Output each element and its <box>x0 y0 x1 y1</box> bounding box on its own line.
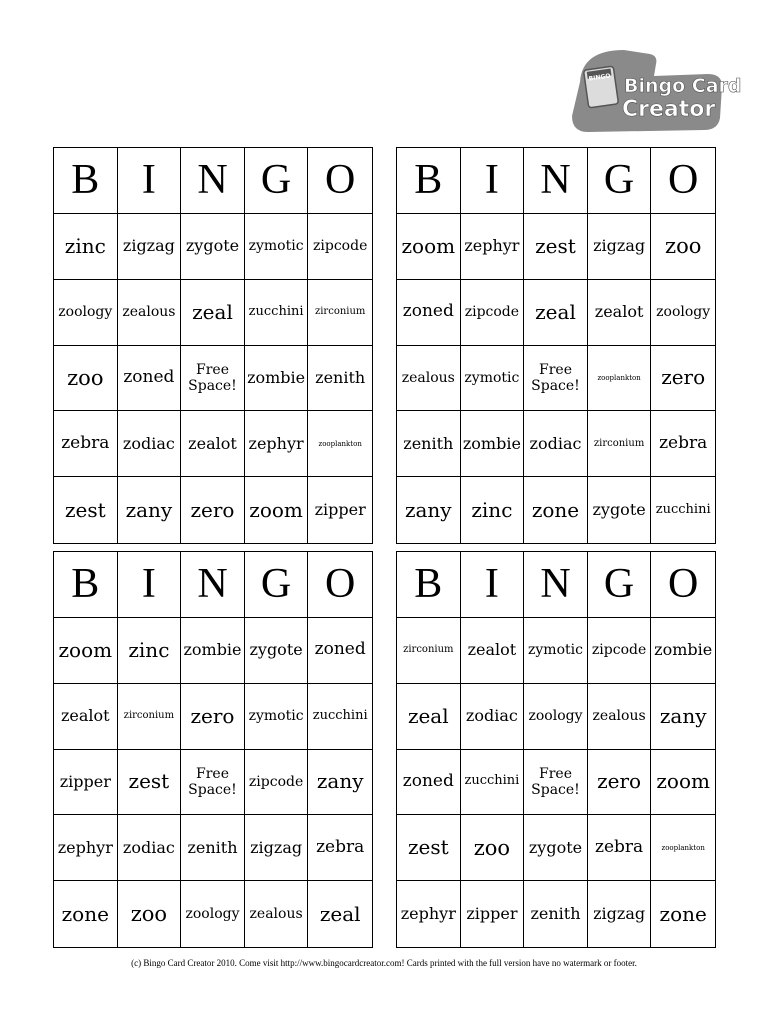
bingo-cell: zealous <box>588 684 652 750</box>
header-letter: I <box>461 148 525 214</box>
header-letter: N <box>181 148 245 214</box>
logo-line-1: Bingo Card <box>624 75 742 97</box>
bingo-cell: zealot <box>181 411 245 477</box>
bingo-cell: zany <box>651 684 715 750</box>
bingo-cell: zipper <box>461 881 525 947</box>
bingo-cell: zoom <box>651 750 715 816</box>
bingo-cell: zoo <box>461 815 525 881</box>
bingo-cell: zoned <box>397 280 461 346</box>
bingo-cell: zany <box>397 477 461 543</box>
bingo-cell: zephyr <box>461 214 525 280</box>
header-letter: N <box>181 552 245 618</box>
header-letter: N <box>524 552 588 618</box>
bingo-cell: zygote <box>245 618 309 684</box>
bingo-cell: zany <box>118 477 182 543</box>
bingo-cell: zephyr <box>245 411 309 477</box>
bingo-cell: zoned <box>308 618 372 684</box>
header-letter: G <box>588 148 652 214</box>
bingo-cell: zirconium <box>588 411 652 477</box>
bingo-cell: zymotic <box>245 214 309 280</box>
bingo-cell: zoo <box>651 214 715 280</box>
bingo-cell: zone <box>54 881 118 947</box>
free-space-cell: Free Space! <box>524 750 588 816</box>
bingo-cell: zeal <box>319 901 361 926</box>
bingo-cell: zest <box>397 815 461 881</box>
bingo-cell: zoology <box>54 280 118 346</box>
bingo-cell: zombie <box>461 411 525 477</box>
bingo-cell: zebra <box>54 411 118 477</box>
bingo-cell: zoom <box>397 214 461 280</box>
header-letter: I <box>461 552 525 618</box>
bingo-cell: zone <box>659 901 707 926</box>
bingo-cell: zenith <box>308 346 372 412</box>
bingo-cell: zipcode <box>588 618 652 684</box>
bingo-cell: zucchini <box>461 750 525 816</box>
bingo-card-creator-logo <box>568 46 742 134</box>
bingo-cell: zygote <box>524 815 588 881</box>
header-letter: O <box>308 552 372 618</box>
bingo-cell: zebra <box>588 815 652 881</box>
bingo-cell: zoom <box>245 477 309 543</box>
bingo-cell: zoo <box>118 881 182 947</box>
bingo-cell: zooplankton <box>651 815 715 881</box>
bingo-cell: zenith <box>524 881 588 947</box>
bingo-cell: zeal <box>397 684 461 750</box>
bingo-cell: zeal <box>181 280 245 346</box>
bingo-cell: zigzag <box>118 214 182 280</box>
bingo-cell: zymotic <box>524 618 588 684</box>
bingo-cell: zephyr <box>54 815 118 881</box>
bingo-cell: zombie <box>245 346 309 412</box>
header-letter: G <box>588 552 652 618</box>
bingo-cell: zigzag <box>588 214 652 280</box>
bingo-cell: zipcode <box>461 280 525 346</box>
bingo-cell: zany <box>308 750 372 816</box>
header-letter: I <box>118 552 182 618</box>
bingo-card <box>396 147 716 544</box>
bingo-cell: zirconium <box>118 684 182 750</box>
header-letter: G <box>245 148 309 214</box>
bingo-cell: zebra <box>651 411 715 477</box>
bingo-cell: zero <box>181 477 245 543</box>
bingo-card <box>53 147 373 544</box>
header-letter: B <box>54 552 118 618</box>
bingo-cell: zymotic <box>461 346 525 412</box>
bingo-cell: zirconium <box>308 280 372 346</box>
bingo-cell: zealot <box>461 618 525 684</box>
bingo-card <box>396 551 716 948</box>
bingo-cell: zodiac <box>118 411 182 477</box>
free-space-cell: Free Space! <box>181 750 245 816</box>
bingo-cell: zipcode <box>245 750 309 816</box>
bingo-cell: zodiac <box>118 815 182 881</box>
bingo-cell: zygote <box>181 214 245 280</box>
free-space-cell: Free Space! <box>181 346 245 412</box>
bingo-cell: zenith <box>397 411 461 477</box>
bingo-cell: zest <box>118 750 182 816</box>
bingo-cell: zirconium <box>397 618 461 684</box>
bingo-cell: zone <box>524 477 588 543</box>
bingo-cell: zigzag <box>245 815 309 881</box>
logo-line-2: Creator <box>622 97 716 122</box>
bingo-cell: zoom <box>54 618 118 684</box>
bingo-cell: zoo <box>54 346 118 412</box>
bingo-cell: zephyr <box>397 881 461 947</box>
header-letter: O <box>308 148 372 214</box>
bingo-cell: zombie <box>651 618 715 684</box>
bingo-cell: zinc <box>54 214 118 280</box>
header-letter: B <box>397 552 461 618</box>
bingo-cell: zealot <box>588 280 652 346</box>
free-space-cell: Free Space! <box>524 346 588 412</box>
header-letter: O <box>651 552 715 618</box>
bingo-cell: zoology <box>181 881 245 947</box>
header-letter: I <box>118 148 182 214</box>
header-letter: B <box>397 148 461 214</box>
bingo-cell: zero <box>588 750 652 816</box>
bingo-cell: zoology <box>651 280 715 346</box>
bingo-cell: zodiac <box>461 684 525 750</box>
bingo-cell: zombie <box>181 618 245 684</box>
bingo-cell: zenith <box>181 815 245 881</box>
bingo-cell: zodiac <box>524 411 588 477</box>
bingo-cell: zero <box>651 346 715 412</box>
bingo-cell: zinc <box>118 618 182 684</box>
bingo-cell: zucchini <box>245 280 309 346</box>
bingo-cell: zebra <box>308 815 372 881</box>
footer-note: (c) Bingo Card Creator 2010. Come visit http://www.bingocardcreator.com! Cards printed with the full version have no watermark or footer. <box>131 958 637 968</box>
bingo-cell: zooplankton <box>588 346 652 412</box>
bingo-cell: zoned <box>118 346 182 412</box>
bingo-cell: zealous <box>245 881 309 947</box>
bingo-cell: zooplankton <box>308 411 372 477</box>
bingo-cell: zucchini <box>655 501 711 517</box>
bingo-cell: zest <box>54 477 118 543</box>
logo-small-wordmark: BINGO <box>588 72 611 83</box>
bingo-cell: zigzag <box>588 881 652 947</box>
header-letter: O <box>651 148 715 214</box>
bingo-cell: zoology <box>524 684 588 750</box>
header-letter: B <box>54 148 118 214</box>
bingo-cell: zinc <box>461 477 525 543</box>
bingo-cell: zero <box>181 684 245 750</box>
bingo-cell: zealot <box>54 684 118 750</box>
bingo-cell: zygote <box>588 477 652 543</box>
bingo-cell: zymotic <box>245 684 309 750</box>
bingo-cell: zipcode <box>308 214 372 280</box>
bingo-card <box>53 551 373 948</box>
bingo-cell: zucchini <box>308 684 372 750</box>
bingo-cell: zest <box>524 214 588 280</box>
bingo-cell: zealous <box>397 346 461 412</box>
header-letter: G <box>245 552 309 618</box>
bingo-cell: zealous <box>118 280 182 346</box>
bingo-cell: zoned <box>397 750 461 816</box>
header-letter: N <box>524 148 588 214</box>
bingo-cell: zipper <box>54 750 118 816</box>
bingo-cell: zeal <box>524 280 588 346</box>
bingo-cell: zipper <box>314 499 366 519</box>
